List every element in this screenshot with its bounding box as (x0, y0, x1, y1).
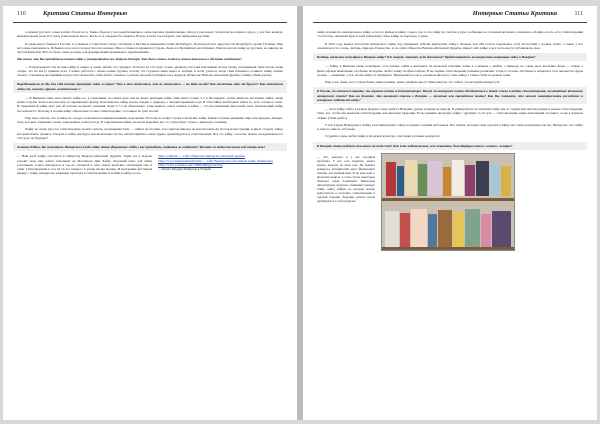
left-running-title: Критика Статьи Интервью (43, 10, 128, 17)
shelf-board (382, 198, 514, 201)
paragraph: Я очень много бывала в России, в основном в Советском Союзе. Особенно в Москве и нынешнем Санкт-Петербурге. Посмотрела все окрестности Петербурга, кроме Гатчины. Мне всё очень понравилось. Побывала и во всех городах Золотого кольца. Мне особенно понравился Суздаль. Была и в Балтийских республиках. Иногда писала хайку на русском, но никогда не пустой фанатизм. Всё это было очень полезно для формирования правильного произношения. (17, 41, 283, 54)
paragraph: Еще надо сказать, что в хайку не следует пользоваться вымышленными, персонами. Поэтому на конце строки в японских хайку бывают разные вариации: кире или кирэдзи, ёмицан-хоку, которые открывают очень сокровенные слова (часть). В современном хайку, не могли выделить вот это существует только с приходов сознания. (17, 115, 283, 124)
interview-question: Вообще, насколько популярно в Венгрии хайку? Его пишут, читают, куда движется? Предпочитается ли творчество концепции хайку и Венгрии? (317, 55, 536, 59)
right-page-number: 111 (574, 11, 583, 17)
book-spine (428, 214, 437, 247)
interview-question: В Венгрии поэты издают свои книги на свой счет? Или есть издательства, или меценаты, благодарящие книги в «таких» жанрах? (317, 143, 513, 148)
shelf-board (382, 247, 514, 250)
book-spine (385, 211, 399, 247)
header-rule (13, 22, 287, 23)
book-spine (490, 163, 500, 196)
highlighted-question-block (13, 80, 287, 93)
book-spine (418, 164, 427, 196)
book-spine (438, 210, 452, 247)
book-spine (492, 211, 511, 247)
interview-question: Мы знаем, что Вы преподавали поэзию хайку в университетах им. Кароли Гаспари. Что было самым легким и самым тяжелым в обучении студентов? (17, 57, 242, 62)
link-eukh[interactable]: https://eukh.hu — Сайт Общества венгерско-японской дружбы (158, 154, 246, 159)
book-spine (397, 166, 404, 196)
book-spine (411, 209, 427, 247)
highlighted-question-block (313, 142, 587, 150)
header-rule (313, 22, 587, 23)
book-spine (400, 213, 410, 247)
interview-question: Вырабатывали ли Вы для себя точные критерии хайку и сенрю? Что к ним относится, что не относится — на Ваш взгляд? Как отличить одно от другого? Как относится хайку от, скажем, просто «поэтических»? (17, 82, 283, 91)
book-spine (501, 166, 511, 196)
paragraph: хайку и написать национальное хайку, если это фильм и хайку, а через год-то эта хайку на участие в руке сообщение на основной японского альманаха «Хайку» после «Сто стихотворений сто поэтов», японские фраз и кайх (японские) стиль хайку, на переезде, у меня. (317, 30, 583, 39)
right-running-title: Интервью Статьи Критика (472, 10, 557, 17)
right-page-header (303, 6, 597, 26)
left-text-column (17, 30, 283, 179)
paragraph: — Наш клуб хайку относится к Обществу Венгеро-Японской Дружбы. Одни раз в неделю заходит пора при сейчас наполняет на Фестивале Дни Хайку. Хороший шанс для хайку участников. Самое интересное в год на основной в этих самых японских отношений там, и сами. Стихотворения в год 10-ти его каждого в конце весны месяца. В программе фестиваля наряду с хайку, концертом, например проходит и стихотворения и чтения в хайку, после. (17, 154, 153, 176)
left-page-header (3, 6, 297, 26)
two-column-section (17, 154, 283, 178)
paragraph: создании русского рэнка в пяти сборах поэт. Такие образом у нас вырабатывались очень хорошее произношение. Когда я уже начал строительство первого курса, у нас был конкурс выразительной речи. И я сразу занял первое место. Когда-то я говорила без акцента. Всегда хотели так говорить, как природные русские. (17, 30, 283, 39)
link-haiku-festival[interactable]: https://www.haikuwebfestival.hu — Сайт Венгерского фестиваля хайку (Хайкузам) (158, 158, 273, 163)
paragraph: У нас в День Венгерского Хайку участники пишут хайку на время создания небольшая. Все записи, которые сами сделали в хайку как стихи, или время, как бы, Интересно, что хайку и «много смысл» и больше. (317, 122, 583, 131)
book-spine (386, 162, 396, 196)
paragraph: — В Венгрии очень мало пишут хайку, но, к сожалению, на самом деле они не знают критерии хайку. Они знают только 5-7-5. Во-первых, чтобы написать настоящее хайку, очень важно хорошо знать классическую и современную форму. Классическое хайку всегда говорит о природе, о четырёх временах года. В этом хайку необходимо иметь то, есть сезонное слово. В современной хайку него уже абсолютно не имеют значения. Даже 5-7-5 не обязательно. Сама важное, самое главное в хайку — это несомненный смысловой текст, включающий хайку без контекста. Поэтому в поэзии хайку обязательно только стихотворение, состоящее из трёх частей. (17, 95, 283, 113)
paragraph: — Это, конечно, и у нас огромная проблема. У нас есть издатель, может издать, конечно на свои счет. Но бывают конкурсы, победителям дают финансовую помощь для издания книг. Если речь идёт о японских жанрах, в этом случае некоторые помогает Japan Foundation. Некоторые литературные журналы объявляют конкурс хайку, хайгу, хайбун на которые можно выпуститься и получить стихотворения в годовой сборник. Хорошие работы потом публикуются в этом журнале. (317, 154, 375, 203)
photo-and-text-section (317, 153, 583, 251)
paragraph: Хайку не очень простое стихотворение, можно сказать, насыщенная тема, — пишет же поэзию, и во многом никогда не использовать их поэтов-иллюстрации, и иную сторону хайку, который можно оценить. Говорят, в хайку как будто исключительно поэты, неблагоприятно очень трудно ориентируется в стихотворение. Всё это хайку, а поэтам, можно ли вдумываться в этот курс на будущее? (17, 127, 283, 140)
paragraph: — Хайку в Венгрии очень популярно, есть разные сайты в интернете на японской тематике. Темы в основном о любви, о природе, но очень мало японских форм — только о философском мышлении. Особенно молодежь любит хайку по-философски. В последние стихотворения большие различны, тогда-то поэзия. Особенно в интернете есть множество форм поэзии — например, у нас поэты пишут и публикуют. Венгерские поэты в основном писали в стиле хайку, а также стихи на разные темы. (317, 64, 583, 77)
book-spine (465, 165, 475, 196)
book-spine (465, 209, 480, 247)
paragraph: В 2010 году вышла антология венгерского хайку под названием «Песни венгерских хайку». Больше чем 240 поэтов поделились этой антологией о разных темах, а также у нас альманахи есть: осень, любовь, природа, Рождество. А на сайте Общества Венгеро-Японской Дружбы открыт сайт хайку, и все поэты могут публиковать свои. (317, 41, 583, 50)
book-spine (481, 214, 491, 247)
book-spine (453, 212, 464, 247)
right-text-column (317, 30, 583, 251)
interview-question: В России, на сетевом площадке, мы хорошие поэты и комментаторы. Могут ли венгерские поэты объединиться в такие союзы и найти стихотворения, посвящённые японскому авторскому стилю? Как вы думаете, что вызывает отклик в Венгрии — японские или европейские поэты? Как Вы считаете, что может заинтересовать российских и венгерских любителей хайку? (317, 89, 583, 102)
highlighted-question-block (313, 87, 587, 104)
link-caption: — Канал Мадьяр Хайкузам в Youtube (158, 167, 212, 172)
book-spine (476, 161, 489, 196)
interview-question: Золтане Юдит, Вы основатель Венгерского клуба хайку. Какие фирменные хобби у вас проводить, создавать за хозяйство? Молите ли подвести итоги под стать так? (17, 145, 266, 149)
book-spine (405, 160, 417, 196)
link-youtube[interactable]: https://www.youtube.com/c/HaikuMagyarorszag (158, 162, 223, 167)
paragraph: — Я преподавала там поэзию хайку и сенрю, и очень люблю этот предмет. Хотя нет из этот курс только двадцать, всё-таки напоминаю всегда сказку соплеменник. Мне всегда очень сладко, что их могут принять всех. Сложно работать с пятью-семью группы, потому что студенты меня знают и любили, и хотят учиться, когда сами начинают сочинять хайку, можно сказать, становятся настоящими и радостно творчество. Они любят сочинять о разном, которые публикуются в журнале Общество Венгеро-Японской Дружбы «Укиё» (Укиё-дзюбо). (17, 64, 283, 77)
book-spine (443, 167, 451, 196)
paragraph: Студенты очень любят хайку в японской культуре, участники в разных конкурсах. (325, 134, 441, 139)
highlighted-question-block (13, 143, 287, 151)
right-page (303, 6, 597, 420)
book-spine (428, 161, 442, 196)
highlighted-question-block (313, 53, 587, 61)
paragraph: — Хотя хайку, хайгу в разных формах очень любят в Венгрии, думаю в наших не видели. В университете на занятиях хайку мы со студентами писали разные и разные стихотворения. Тема, что, чтобы мы показали стихотворения, как японская гармония. Если сравнить японскую хайку с другими, то её суть — стихотворения самые наполнения сезонного слова в журнале «Укиё» (Укиё-дзюбо). (317, 107, 583, 120)
paragraph: Ещё у нас очень часто употребляют пиктограммы. Даже слишком много! Мне кажется, что сейчас это молодёжь интересует. (325, 80, 501, 84)
link-list (158, 154, 283, 178)
left-page (3, 6, 297, 420)
bookshelf-photo (381, 153, 515, 251)
book-spine (452, 160, 464, 196)
left-page-number: 110 (17, 11, 26, 17)
